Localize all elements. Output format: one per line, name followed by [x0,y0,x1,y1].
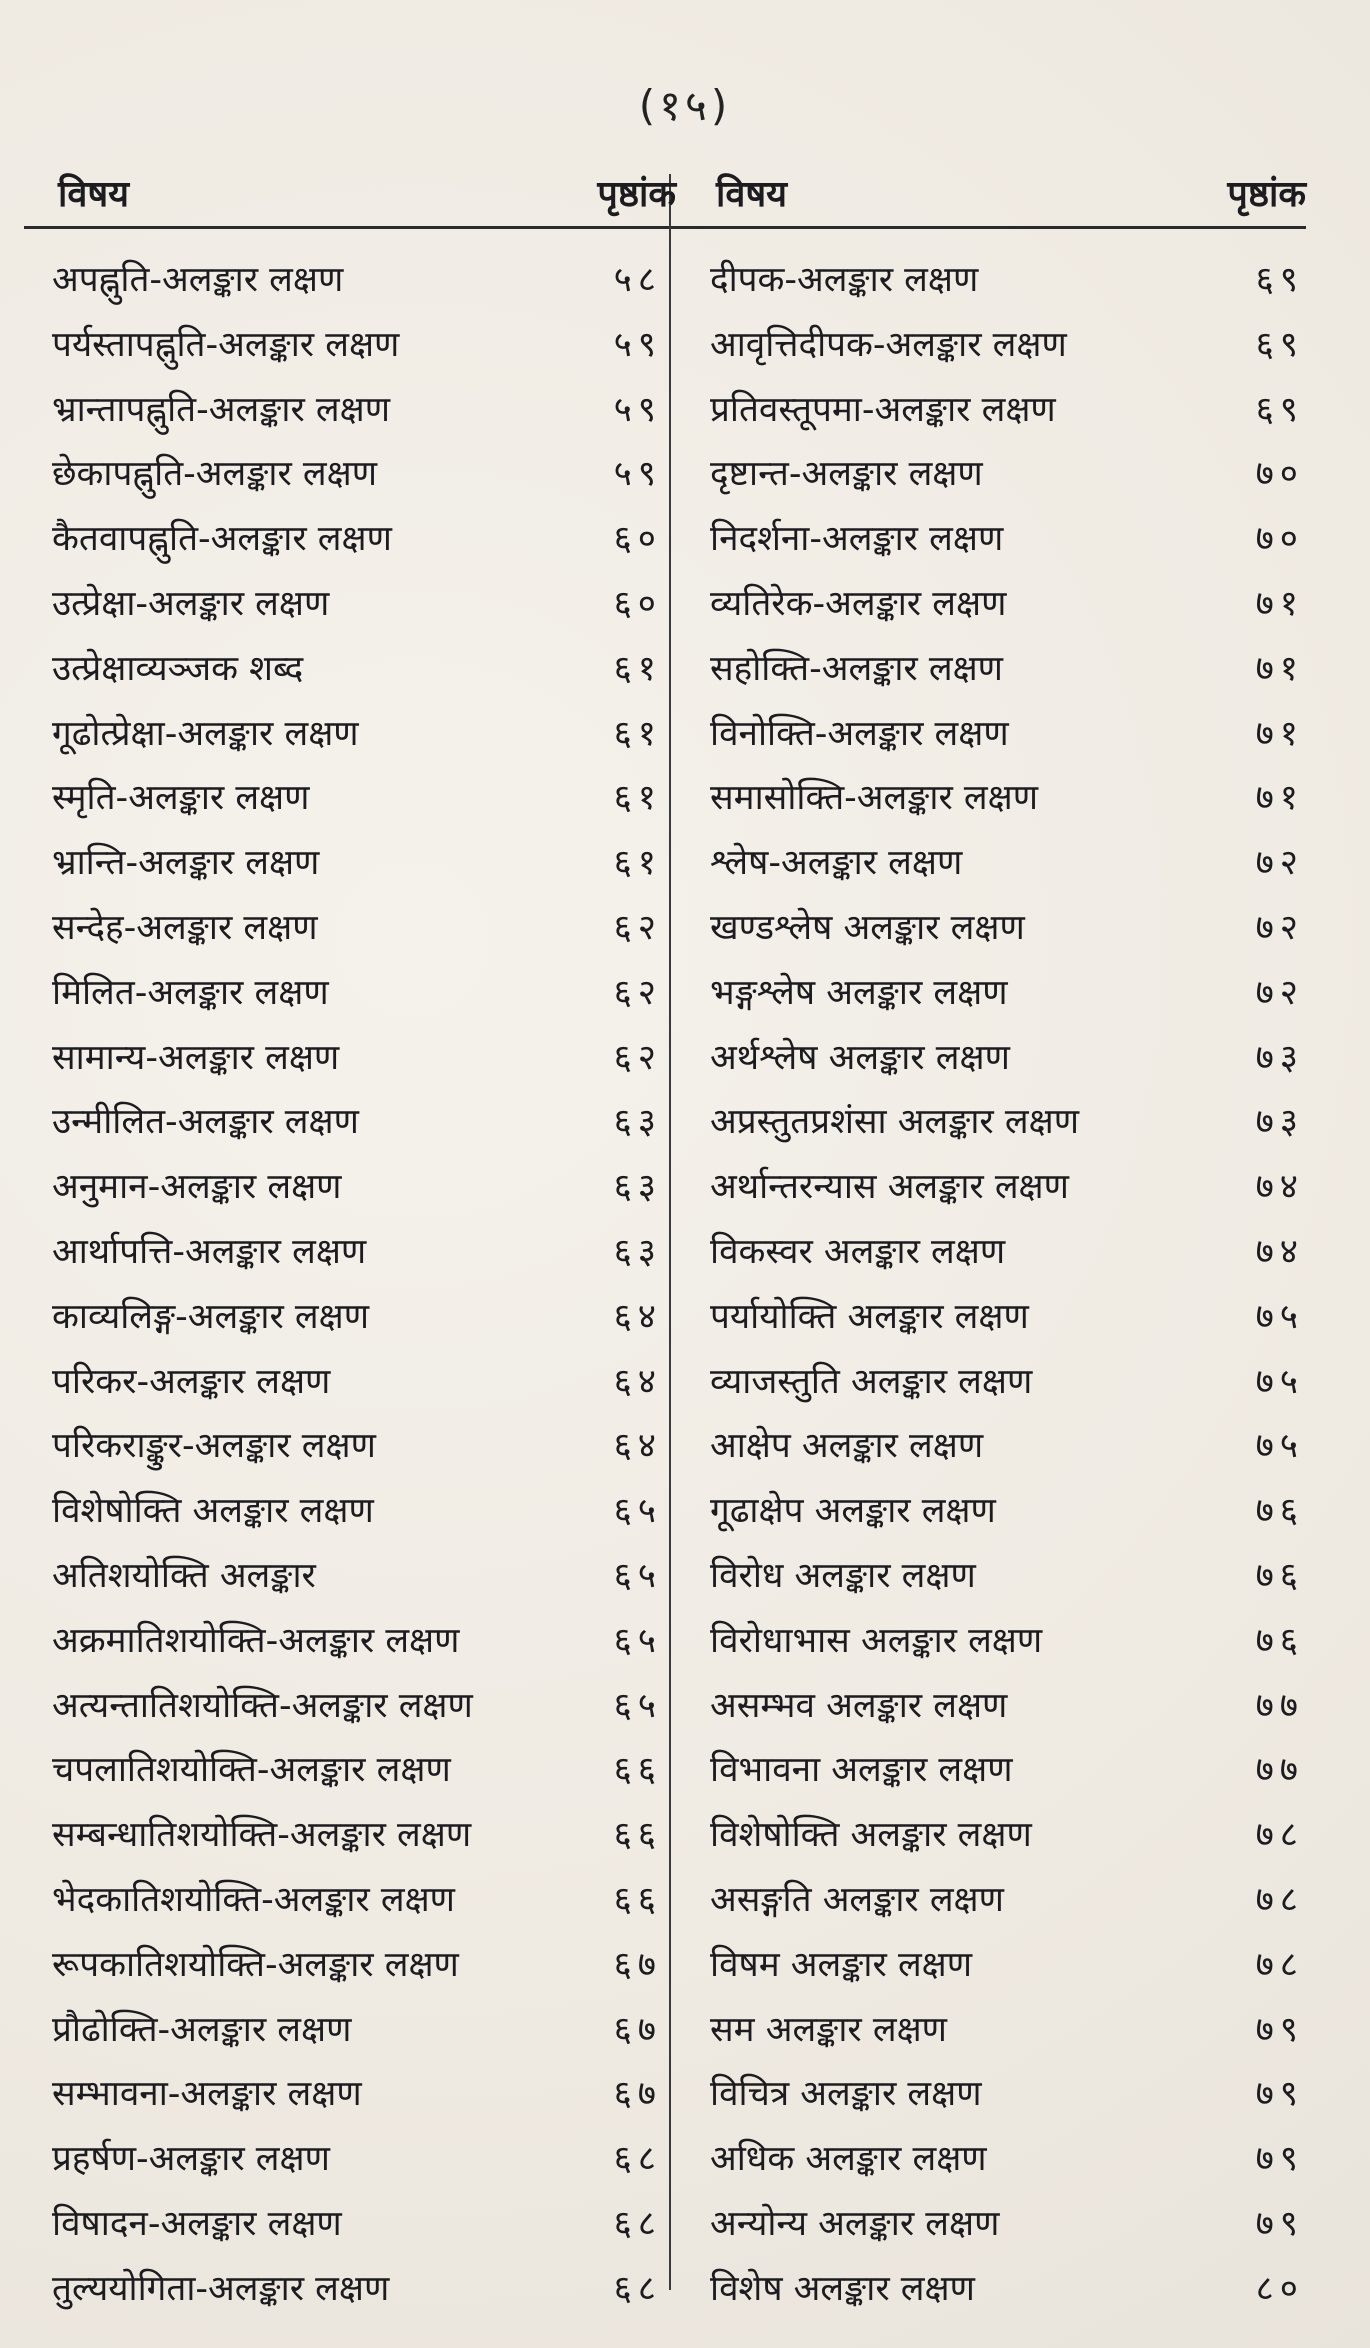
toc-entry [52,1414,676,1479]
entry-subject: काव्यलिङ्ग-अलङ्कार लक्षण [52,1296,370,1337]
entry-subject: विनोक्ति-अलङ्कार लक्षण [710,713,1009,754]
toc-entry [710,2062,1306,2127]
entry-page: ७१ [1255,583,1304,624]
toc-entry [710,248,1306,313]
entry-subject: खण्डश्लेष अलङ्कार लक्षण [710,907,1025,948]
entry-page: ६३ [613,1102,662,1143]
toc-entry [710,1738,1306,1803]
entry-page: ६९ [1255,389,1304,430]
toc-entry [710,1350,1306,1415]
entry-subject: गूढाक्षेप अलङ्कार लक्षण [710,1491,996,1532]
toc-entry [52,378,676,443]
toc-entry [710,572,1306,637]
toc-entry [710,1674,1306,1739]
entry-subject: अतिशयोक्ति अलङ्कार [52,1555,316,1596]
entry-subject: भङ्गश्लेष अलङ्कार लक्षण [710,972,1008,1013]
entry-page: ६४ [613,1296,662,1337]
toc-entry [710,1414,1306,1479]
entry-page: ७७ [1255,1750,1304,1791]
entry-subject: स्मृति-अलङ्कार लक्षण [52,778,310,819]
entry-page: ६८ [613,2268,662,2309]
entry-page: ६५ [613,1620,662,1661]
entry-page: ६५ [613,1685,662,1726]
page-number: (१५) [638,81,732,130]
entry-page: ६७ [613,2074,662,2115]
toc-entry [710,766,1306,831]
table-of-contents [24,160,1306,2310]
entry-page: ६८ [613,2139,662,2180]
toc-entry [52,637,676,702]
toc-entry [52,1350,676,1415]
toc-entry [52,1155,676,1220]
entry-subject: विषम अलङ्कार लक्षण [710,1944,973,1985]
entry-subject: छेकापह्नुति-अलङ्कार लक्षण [52,454,378,495]
entry-subject: भ्रान्ति-अलङ्कार लक्षण [52,843,320,884]
entry-subject: परिकराङ्कुर-अलङ्कार लक्षण [52,1426,376,1467]
entry-page: ६१ [613,778,662,819]
toc-entry [52,1998,676,2063]
entry-page: ६३ [613,1231,662,1272]
entry-subject: कैतवापह्नुति-अलङ्कार लक्षण [52,519,392,560]
entry-subject: प्रतिवस्तूपमा-अलङ्कार लक्षण [710,389,1056,430]
toc-entry [52,1933,676,1998]
entry-page: ५९ [613,389,662,430]
entry-subject: उत्प्रेक्षाव्यञ्जक शब्द [52,648,304,689]
entry-page: ६७ [613,2009,662,2050]
toc-entry [710,1285,1306,1350]
entry-page: ६४ [613,1426,662,1467]
entry-page: ७६ [1255,1555,1304,1596]
toc-entry [710,1803,1306,1868]
toc-entry [52,572,676,637]
toc-entry [710,1155,1306,1220]
entry-page: ६० [613,519,662,560]
entry-page: ७० [1255,519,1304,560]
entry-page: ७९ [1255,2203,1304,2244]
entry-subject: अधिक अलङ्कार लक्षण [710,2139,987,2180]
toc-entry [52,831,676,896]
toc-entry [710,896,1306,961]
entry-page: ७० [1255,454,1304,495]
right-entry-list [710,248,1306,2322]
toc-entry [52,2257,676,2322]
entry-page: ६९ [1255,260,1304,300]
toc-entry [710,378,1306,443]
entry-subject: श्लेष-अलङ्कार लक्षण [710,843,963,884]
toc-entry [710,702,1306,767]
entry-page: ७५ [1255,1426,1304,1467]
toc-entry [710,961,1306,1026]
entry-subject: दीपक-अलङ्कार लक्षण [710,260,979,300]
entry-page: ७९ [1255,2139,1304,2180]
entry-page: ६५ [613,1555,662,1596]
entry-subject: विषादन-अलङ्कार लक्षण [52,2203,342,2244]
toc-entry [710,1933,1306,1998]
entry-page: ७५ [1255,1296,1304,1337]
entry-subject: असम्भव अलङ्कार लक्षण [710,1685,1008,1726]
toc-entry [710,1479,1306,1544]
entry-subject: समासोक्ति-अलङ्कार लक्षण [710,778,1039,819]
toc-entry [52,1220,676,1285]
entry-page: ५९ [613,324,662,365]
toc-entry [52,961,676,1026]
entry-subject: निदर्शना-अलङ्कार लक्षण [710,519,1004,560]
entry-subject: अन्योन्य अलङ्कार लक्षण [710,2203,1000,2244]
entry-subject: रूपकातिशयोक्ति-अलङ्कार लक्षण [52,1944,459,1985]
entry-subject: विशेषोक्ति अलङ्कार लक्षण [52,1491,374,1532]
entry-page: ६६ [613,1879,662,1920]
entry-page: ८० [1255,2268,1304,2309]
toc-entry [52,2062,676,2127]
entry-page: ५८ [613,260,662,300]
toc-entry [710,1026,1306,1091]
toc-entry [52,313,676,378]
entry-page: ६२ [613,972,662,1013]
toc-entry [52,766,676,831]
entry-page: ६७ [613,1944,662,1985]
entry-subject: दृष्टान्त-अलङ्कार लक्षण [710,454,983,495]
entry-page: ७६ [1255,1620,1304,1661]
entry-subject: सामान्य-अलङ्कार लक्षण [52,1037,340,1078]
toc-entry [52,1738,676,1803]
toc-entry [52,1803,676,1868]
entry-subject: प्रहर्षण-अलङ्कार लक्षण [52,2139,330,2180]
entry-page: ६५ [613,1491,662,1532]
entry-page: ६६ [613,1815,662,1856]
entry-page: ७५ [1255,1361,1304,1402]
right-column-header [710,168,1306,218]
toc-entry [710,1220,1306,1285]
entry-page: ६८ [613,2203,662,2244]
entry-subject: अत्यन्तातिशयोक्ति-अलङ्कार लक्षण [52,1685,473,1726]
toc-entry [710,1868,1306,1933]
toc-entry [710,2257,1306,2322]
entry-page: ७३ [1255,1102,1304,1143]
entry-subject: व्यतिरेक-अलङ्कार लक्षण [710,583,1007,624]
entry-page: ७३ [1255,1037,1304,1078]
entry-subject: प्रौढोक्ति-अलङ्कार लक्षण [52,2009,352,2050]
entry-page: ७९ [1255,2009,1304,2050]
entry-page: ६२ [613,907,662,948]
entry-subject: पर्यायोक्ति अलङ्कार लक्षण [710,1296,1029,1337]
entry-subject: परिकर-अलङ्कार लक्षण [52,1361,331,1402]
entry-page: ६६ [613,1750,662,1791]
header-subject: विषय [716,174,788,215]
entry-subject: अर्थान्तरन्यास अलङ्कार लक्षण [710,1167,1069,1208]
toc-entry [710,507,1306,572]
entry-subject: अप्रस्तुतप्रशंसा अलङ्कार लक्षण [710,1102,1079,1143]
entry-page: ५९ [613,454,662,495]
entry-page: ७२ [1255,907,1304,948]
entry-subject: उन्मीलित-अलङ्कार लक्षण [52,1102,359,1143]
entry-page: ७२ [1255,843,1304,884]
entry-page: ७८ [1255,1879,1304,1920]
toc-entry [52,702,676,767]
toc-entry [52,248,676,313]
toc-entry [52,442,676,507]
header-rule [24,226,1306,229]
entry-subject: सम अलङ्कार लक्षण [710,2009,947,2050]
entry-subject: सहोक्ति-अलङ्कार लक्षण [710,648,1003,689]
entry-page: ७४ [1255,1167,1304,1208]
toc-entry [52,1090,676,1155]
entry-subject: व्याजस्तुति अलङ्कार लक्षण [710,1361,1033,1402]
toc-entry [52,1609,676,1674]
entry-subject: गूढोत्प्रेक्षा-अलङ्कार लक्षण [52,713,359,754]
toc-entry [52,1868,676,1933]
toc-entry [52,2192,676,2257]
toc-entry [710,637,1306,702]
entry-subject: अक्रमातिशयोक्ति-अलङ्कार लक्षण [52,1620,460,1661]
entry-subject: सम्भावना-अलङ्कार लक्षण [52,2074,362,2115]
entry-page: ७९ [1255,2074,1304,2115]
entry-subject: विभावना अलङ्कार लक्षण [710,1750,1013,1791]
header-page: पृष्ठांक [597,174,676,215]
entry-page: ७१ [1255,778,1304,819]
entry-subject: अनुमान-अलङ्कार लक्षण [52,1167,342,1208]
toc-entry [52,507,676,572]
entry-page: ७८ [1255,1944,1304,1985]
entry-subject: आवृत्तिदीपक-अलङ्कार लक्षण [710,324,1067,365]
entry-subject: चपलातिशयोक्ति-अलङ्कार लक्षण [52,1750,451,1791]
header-page: पृष्ठांक [1227,174,1306,215]
entry-page: ६१ [613,843,662,884]
toc-entry [710,1998,1306,2063]
toc-entry [710,831,1306,896]
entry-subject: पर्यस्तापह्नुति-अलङ्कार लक्षण [52,324,400,365]
toc-entry [52,1544,676,1609]
entry-subject: अपह्नुति-अलङ्कार लक्षण [52,260,344,300]
toc-entry [52,1479,676,1544]
toc-entry [52,1285,676,1350]
entry-subject: आर्थापत्ति-अलङ्कार लक्षण [52,1231,367,1272]
entry-page: ६१ [613,713,662,754]
entry-page: ७८ [1255,1815,1304,1856]
entry-subject: असङ्गति अलङ्कार लक्षण [710,1879,1004,1920]
entry-page: ६० [613,583,662,624]
entry-subject: उत्प्रेक्षा-अलङ्कार लक्षण [52,583,330,624]
entry-page: ६३ [613,1167,662,1208]
left-entry-list [52,248,676,2322]
entry-page: ६२ [613,1037,662,1078]
header-subject: विषय [58,174,130,215]
toc-entry [710,1544,1306,1609]
entry-subject: सन्देह-अलङ्कार लक्षण [52,907,318,948]
toc-entry [710,1090,1306,1155]
entry-subject: भ्रान्तापह्नुति-अलङ्कार लक्षण [52,389,391,430]
toc-entry [52,2127,676,2192]
entry-subject: मिलित-अलङ्कार लक्षण [52,972,329,1013]
entry-page: ७२ [1255,972,1304,1013]
entry-subject: भेदकातिशयोक्ति-अलङ्कार लक्षण [52,1879,455,1920]
entry-page: ७४ [1255,1231,1304,1272]
entry-subject: विरोधाभास अलङ्कार लक्षण [710,1620,1043,1661]
toc-entry [710,313,1306,378]
entry-page: ७७ [1255,1685,1304,1726]
entry-subject: अर्थश्लेष अलङ्कार लक्षण [710,1037,1010,1078]
entry-page: ६१ [613,648,662,689]
entry-subject: विचित्र अलङ्कार लक्षण [710,2074,982,2115]
entry-subject: विरोध अलङ्कार लक्षण [710,1555,976,1596]
toc-entry [710,1609,1306,1674]
toc-entry [52,1026,676,1091]
entry-page: ६९ [1255,324,1304,365]
entry-page: ७१ [1255,648,1304,689]
entry-page: ७६ [1255,1491,1304,1532]
toc-entry [710,2127,1306,2192]
toc-entry [52,896,676,961]
left-column-header [52,168,676,218]
toc-entry [52,1674,676,1739]
entry-subject: सम्बन्धातिशयोक्ति-अलङ्कार लक्षण [52,1815,472,1856]
entry-subject: आक्षेप अलङ्कार लक्षण [710,1426,984,1467]
entry-subject: तुल्ययोगिता-अलङ्कार लक्षण [52,2268,390,2309]
entry-subject: विशेष अलङ्कार लक्षण [710,2268,975,2309]
toc-entry [710,442,1306,507]
entry-subject: विशेषोक्ति अलङ्कार लक्षण [710,1815,1032,1856]
entry-subject: विकस्वर अलङ्कार लक्षण [710,1231,1006,1272]
entry-page: ६४ [613,1361,662,1402]
toc-entry [710,2192,1306,2257]
entry-page: ७१ [1255,713,1304,754]
